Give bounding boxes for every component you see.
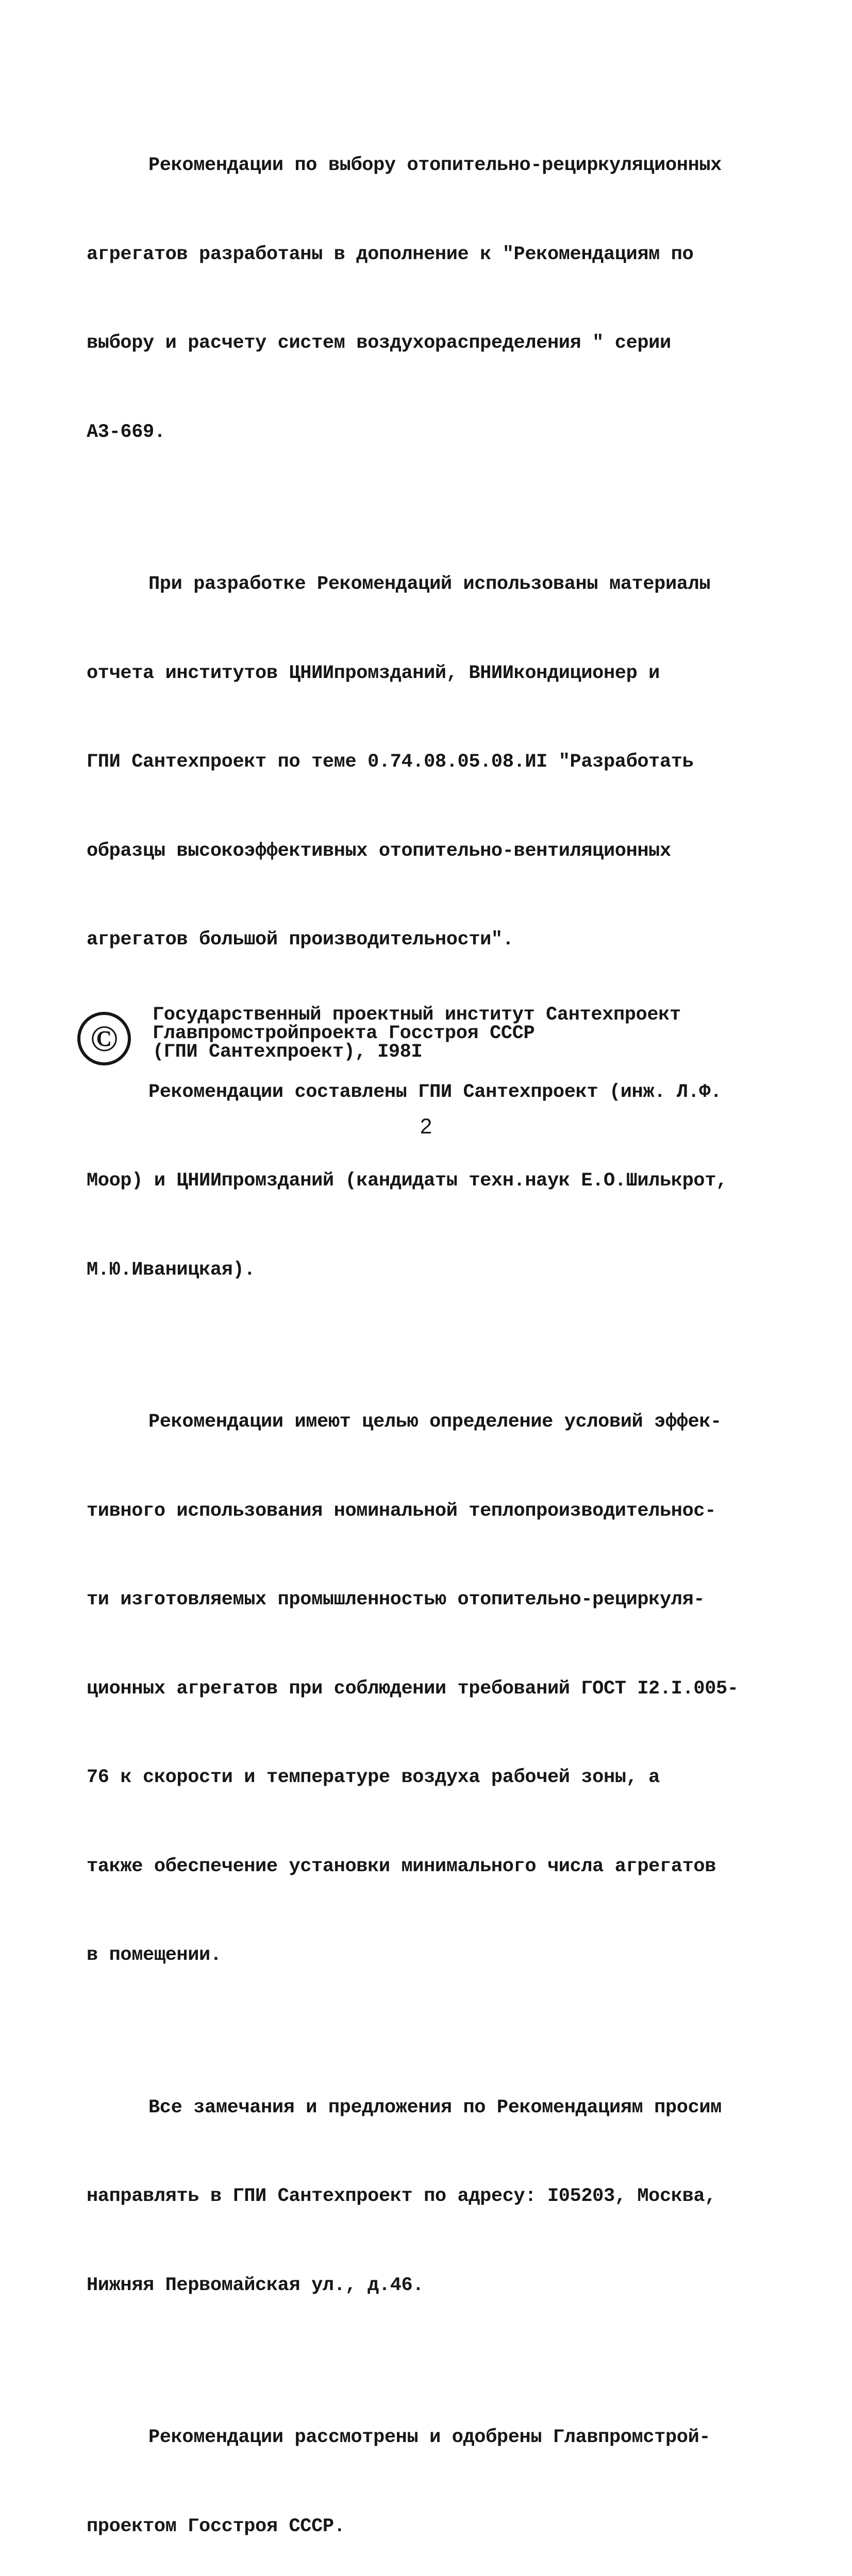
colophon-line: Государственный проектный институт Сантехпроект [153, 1004, 681, 1026]
text-line: М.Ю.Иваницкая). [87, 1259, 256, 1281]
text-line: ГПИ Сантехпроект по теме 0.74.08.05.08.ИI "Разработать [87, 751, 694, 773]
page-number: 2 [420, 1114, 432, 1138]
paragraph-6 [87, 2364, 772, 2576]
paragraph-4 [87, 1348, 772, 2030]
text-line: агрегатов разработаны в дополнение к "Рекомендациям по [87, 243, 694, 265]
text-line: При разработке Рекомендаций использованы материалы [148, 573, 711, 595]
text-line: образцы высокоэффективных отопительно-вентиляционных [87, 840, 671, 862]
text-line: Моор) и ЦНИИпромзданий (кандидаты техн.наук Е.О.Шилькрот, [87, 1170, 727, 1192]
text-line: также обеспечение установки минимального числа агрегатов [87, 1855, 716, 1877]
text-line: Все замечания и предложения по Рекомендациям просим [148, 2096, 722, 2119]
paragraph-3 [87, 1019, 772, 1345]
text-line: направлять в ГПИ Сантехпроект по адресу: I05203, Москва, [87, 2185, 716, 2207]
text-line: Нижняя Первомайская ул., д.46. [87, 2274, 424, 2296]
text-line: ционных агрегатов при соблюдении требований ГОСТ I2.I.005- [87, 1677, 739, 1700]
text-line: Рекомендации имеют целью определение условий эффек- [148, 1411, 722, 1433]
text-line: Рекомендации рассмотрены и одобрены Главпромстрой- [148, 2427, 711, 2448]
colophon [153, 1006, 681, 1061]
paragraph-2 [87, 511, 772, 1014]
text-line: проектом Госстроя СССР. [87, 2515, 345, 2537]
text-line: 76 к скорости и температуре воздуха рабочей зоны, а [87, 1767, 660, 1788]
copyright-icon [76, 1011, 132, 1066]
text-line: А3-669. [87, 421, 165, 443]
colophon-line: Главпромстройпроекта Госстроя СССР [153, 1023, 535, 1044]
text-line: Рекомендации по выбору отопительно-рециркуляционных [148, 155, 722, 176]
paragraph-1 [87, 92, 772, 506]
copyright-symbol: © [90, 1018, 118, 1059]
text-line: ти изготовляемых промышленностью отопительно-рециркуля- [87, 1589, 705, 1611]
text-line: выбору и расчету систем воздухораспределения " серии [87, 332, 671, 354]
body-text [87, 92, 772, 2576]
colophon-line: (ГПИ Сантехпроект), I98I [153, 1041, 423, 1063]
text-line: отчета институтов ЦНИИпромзданий, ВНИИкондиционер и [87, 662, 660, 684]
paragraph-5 [87, 2034, 772, 2360]
text-line: в помещении. [87, 1944, 222, 1966]
text-line: тивного использования номинальной теплопроизводительнос- [87, 1500, 716, 1522]
text-line: агрегатов большой производительности". [87, 929, 514, 951]
text-line: Рекомендации составлены ГПИ Сантехпроект (инж. Л.Ф. [148, 1081, 722, 1103]
